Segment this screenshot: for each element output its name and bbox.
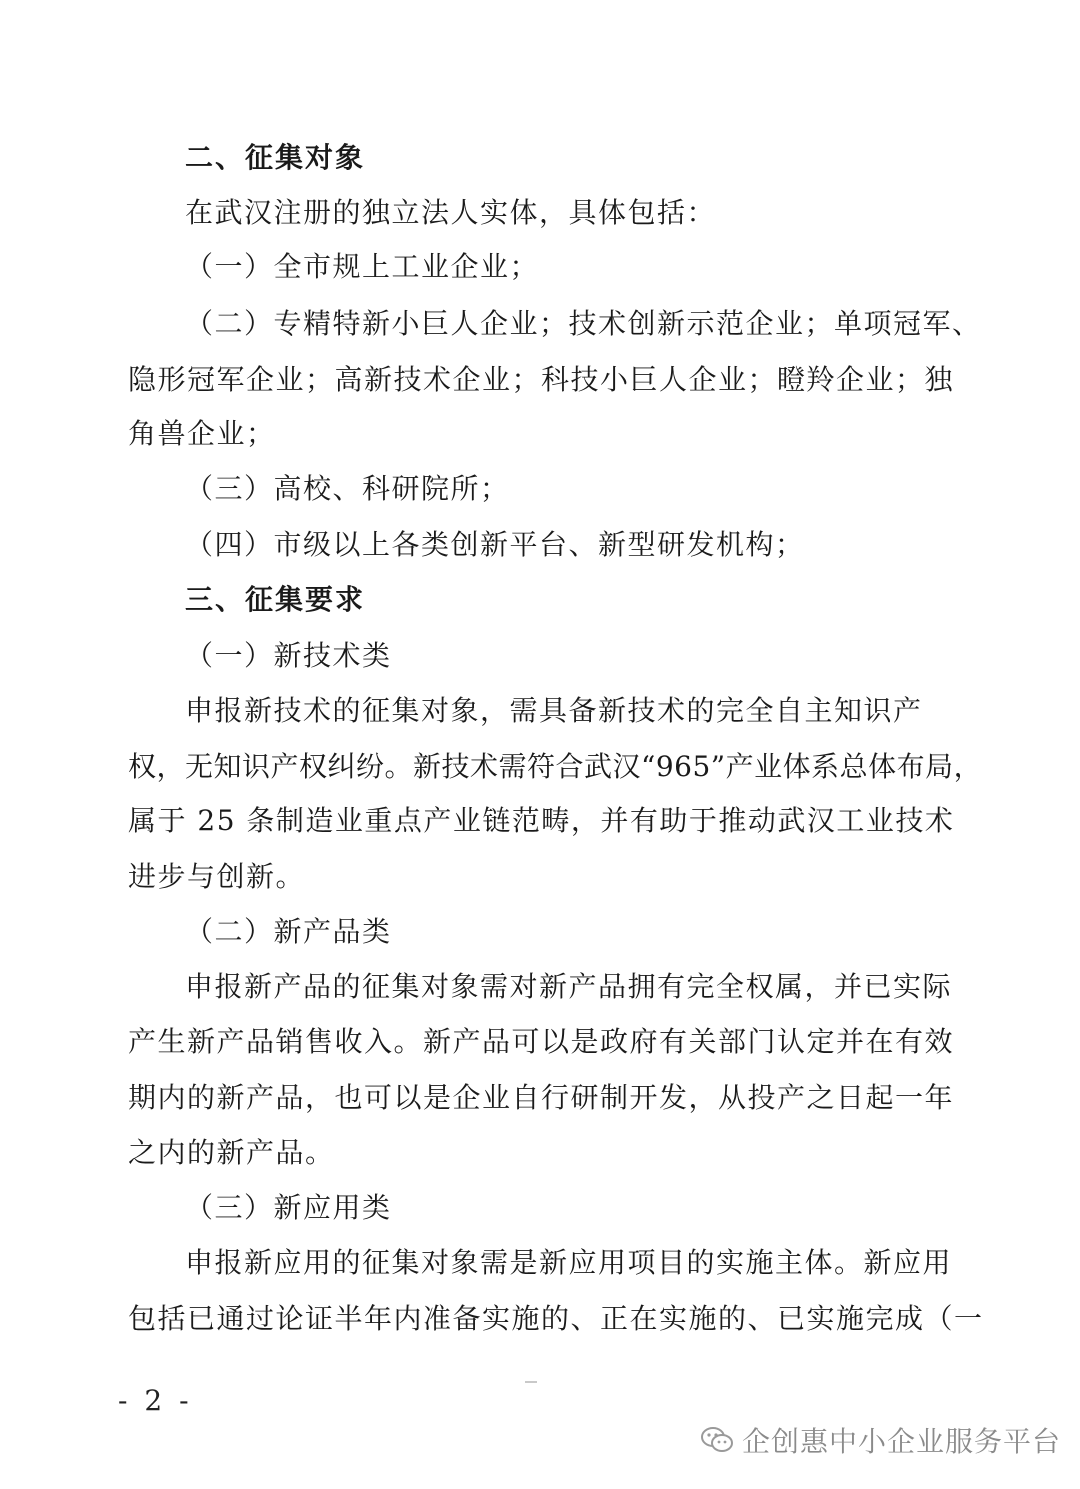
- scan-artifact: [525, 1381, 537, 1383]
- page-number: - 2 -: [118, 1384, 193, 1417]
- collection-target-item-2-line-3: 角兽企业；: [128, 417, 276, 450]
- watermark-text: 企创惠中小企业服务平台: [742, 1425, 1062, 1458]
- new-technology-line-4: 进步与创新。: [128, 860, 306, 893]
- section-heading-collection-requirements: 三、征集要求: [185, 583, 366, 616]
- wechat-icon: [700, 1425, 734, 1455]
- collection-target-item-3: （三）高校、科研院所；: [185, 472, 510, 505]
- collection-target-item-2-line-2: 隐形冠军企业；高新技术企业；科技小巨人企业；瞪羚企业；独: [128, 363, 955, 396]
- subsection-title-new-application: （三）新应用类: [185, 1191, 392, 1224]
- new-technology-line-2: 权，无知识产权纠纷。新技术需符合武汉“965”产业体系总体布局，: [128, 750, 983, 783]
- wechat-watermark: [700, 1420, 1061, 1460]
- section-heading-collection-targets: 二、征集对象: [185, 141, 366, 174]
- collection-targets-intro: 在武汉注册的独立法人实体，具体包括：: [185, 196, 717, 229]
- new-product-line-3: 期内的新产品，也可以是企业自行研制开发，从投产之日起一年: [128, 1081, 955, 1114]
- subsection-title-new-product: （二）新产品类: [185, 915, 392, 948]
- new-product-line-4: 之内的新产品。: [128, 1136, 335, 1169]
- new-application-line-2: 包括已通过论证半年内准备实施的、正在实施的、已实施完成（一: [128, 1302, 984, 1335]
- new-product-line-1: 申报新产品的征集对象需对新产品拥有完全权属，并已实际: [185, 970, 953, 1003]
- new-application-line-1: 申报新应用的征集对象需是新应用项目的实施主体。新应用: [185, 1246, 953, 1279]
- collection-target-item-2-line-1: （二）专精特新小巨人企业；技术创新示范企业；单项冠军、: [185, 307, 982, 340]
- subsection-title-new-technology: （一）新技术类: [185, 639, 392, 672]
- new-product-line-2: 产生新产品销售收入。新产品可以是政府有关部门认定并在有效: [128, 1025, 955, 1058]
- new-technology-line-1: 申报新技术的征集对象，需具备新技术的完全自主知识产: [185, 694, 923, 727]
- collection-target-item-4: （四）市级以上各类创新平台、新型研发机构；: [185, 528, 805, 561]
- collection-target-item-1: （一）全市规上工业企业；: [185, 250, 540, 283]
- new-technology-line-3: 属于 25 条制造业重点产业链范畴，并有助于推动武汉工业技术: [128, 804, 955, 837]
